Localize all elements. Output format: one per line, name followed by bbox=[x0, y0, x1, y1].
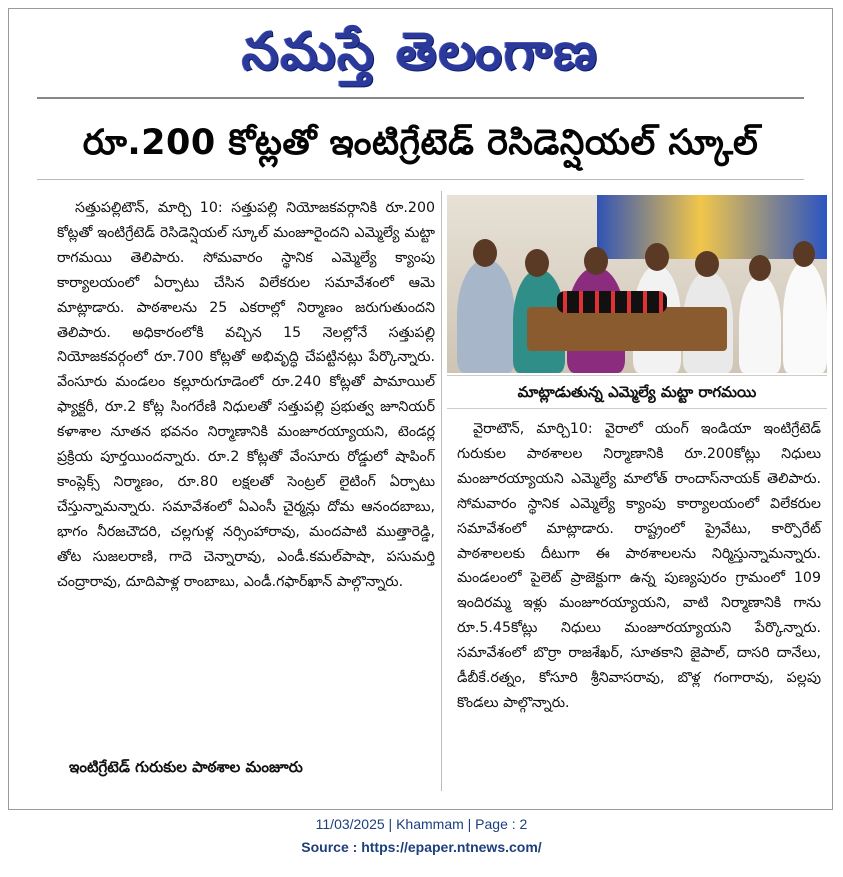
press-meet-photo bbox=[447, 195, 827, 373]
photo-person-head bbox=[584, 247, 608, 275]
footer-edition-info: 11/03/2025 | Khammam | Page : 2 bbox=[315, 816, 528, 832]
right-article-body: వైరాటౌన్, మార్చి10: వైరాలో యంగ్ ఇండియా ఇంటిగ్రేటెడ్ గురుకుల పాఠశాలల నిర్మాణానికి రూ.200కోట్లు నిధులు మంజూరయ్యాయని ఎమ్మెల్యే మాలోత్ రాందాస్‌నాయక్ తెలిపారు. సోమవారం స్థానిక ఎమ్మెల్యే క్యాంపు కార్యాలయంలో విలేకరుల సమావేశంలో మాట్లాడారు. రాష్ట్రంలో ప్రైవేటు, కార్పొరేట్ పాఠశాలలకు దీటుగా ఈ పాఠశాలలను నిర్మిస్తున్నామన్నారు. మండలంలో పైలెట్ ప్రాజెక్టుగా ఉన్న పుణ్యపురం గ్రామంలో 109 ఇందిరమ్మ ఇళ్లు మంజూరయ్యాయని, వాటి నిర్మాణానికి గాను రూ.5.45కోట్లు నిధులు మంజూరయ్యాయని పేర్కొన్నారు. సమావేశంలో బొర్రా రాజశేఖర్, సూతకాని జైపాల్, దాసరి దానేలు, డీబీకే.రత్నం, కోసూరి శ్రీనివాసరావు, బొళ్ల గంగారావు, పల్లపు కొండలు పాల్గొన్నారు. bbox=[457, 421, 821, 711]
right-article-column bbox=[457, 417, 821, 716]
footer-source-link[interactable]: Source : https://epaper.ntnews.com/ bbox=[301, 839, 542, 855]
left-article-column bbox=[57, 196, 435, 595]
microphones bbox=[557, 291, 667, 313]
photo-table bbox=[527, 307, 727, 351]
left-article-subhead: ఇంటిగ్రేటెడ్ గురుకుల పాఠశాల మంజూరు bbox=[69, 758, 303, 776]
photo-caption: మాట్లాడుతున్న ఎమ్మెల్యే మట్టా రాగమయి bbox=[447, 375, 827, 409]
photo-person bbox=[457, 259, 515, 373]
masthead-divider bbox=[37, 97, 804, 99]
photo-person-head bbox=[473, 239, 497, 267]
photo-person bbox=[783, 261, 827, 373]
photo-person-head bbox=[645, 243, 669, 271]
photo-person-head bbox=[793, 241, 815, 267]
photo-person-head bbox=[525, 249, 549, 277]
headline-divider bbox=[37, 179, 804, 180]
left-article-body: సత్తుపల్లిటౌన్, మార్చి 10: సత్తుపల్లి నియోజకవర్గానికి రూ.200 కోట్లతో ఇంటిగ్రేటెడ్ రెసిడెన్షియల్ స్కూల్ మంజూరైందని ఎమ్మెల్యే మట్టా రాగమయి తెలిపారు. సోమవారం స్థానిక ఎమ్మెల్యే క్యాంపు కార్యాలయంలో ఏర్పాటు చేసిన విలేకరుల సమావేశంలో ఆమె మాట్లాడారు. పాఠశాలను 25 ఎకరాల్లో నిర్మాణం జరుగుతుందని తెలిపారు. అధికారంలోకి వచ్చిన 15 నెలల్లోనే సత్తుపల్లి నియోజకవర్గంలో రూ.700 కోట్లతో అభివృద్ధి చేపట్టినట్లు పేర్కొన్నారు. వేంసూరు మండలం కల్లూరుగూడెంలో రూ.240 కోట్లతో పామాయిల్ ఫ్యాక్టరీ, రూ.2 కోట్ల సింగరేణి నిధులతో సత్తుపల్లి ప్రభుత్వ జూనియర్ కళాశాల నూతన భవనం నిర్మాణానికి మంజూరయ్యాయని, టెండర్ల ప్రక్రియ పూర్తయిందన్నారు. రూ.2 కోట్లతో వేంసూరు రోడ్డులో షాపింగ్ కాంప్లెక్స్ నిర్మాణం, రూ.80 లక్షలతో సెంట్రల్ లైటింగ్ ఏర్పాటు చేస్తున్నామన్నారు. సమావేశంలో ఏఎంసీ చైర్మన్లు దోమ ఆనందబాబు, భాగం నీరజచౌదరి, చల్లగుళ్ల నర్సింహారావు, మందపాటి ముత్తారెడ్డి, తోట సుజలరాణి, గాదె చెన్నారావు, ఎండీ.కమల్‌పాషా, పసుమర్తి చంద్రారావు, దూదిపాళ్ల రాంబాబు, ఎండీ.గఫార్‌ఖాన్ పాల్గొన్నారు. bbox=[57, 200, 435, 590]
epaper-clipping bbox=[8, 8, 833, 810]
photo-person bbox=[739, 275, 781, 373]
newspaper-masthead: నమస్తే తెలంగాణ bbox=[242, 21, 599, 82]
photo-person-head bbox=[749, 255, 771, 281]
column-divider bbox=[441, 191, 442, 791]
photo-person-head bbox=[695, 251, 719, 277]
article-headline: రూ.200 కోట్లతో ఇంటిగ్రేటెడ్ రెసిడెన్షియల్ స్కూల్ bbox=[82, 123, 759, 163]
